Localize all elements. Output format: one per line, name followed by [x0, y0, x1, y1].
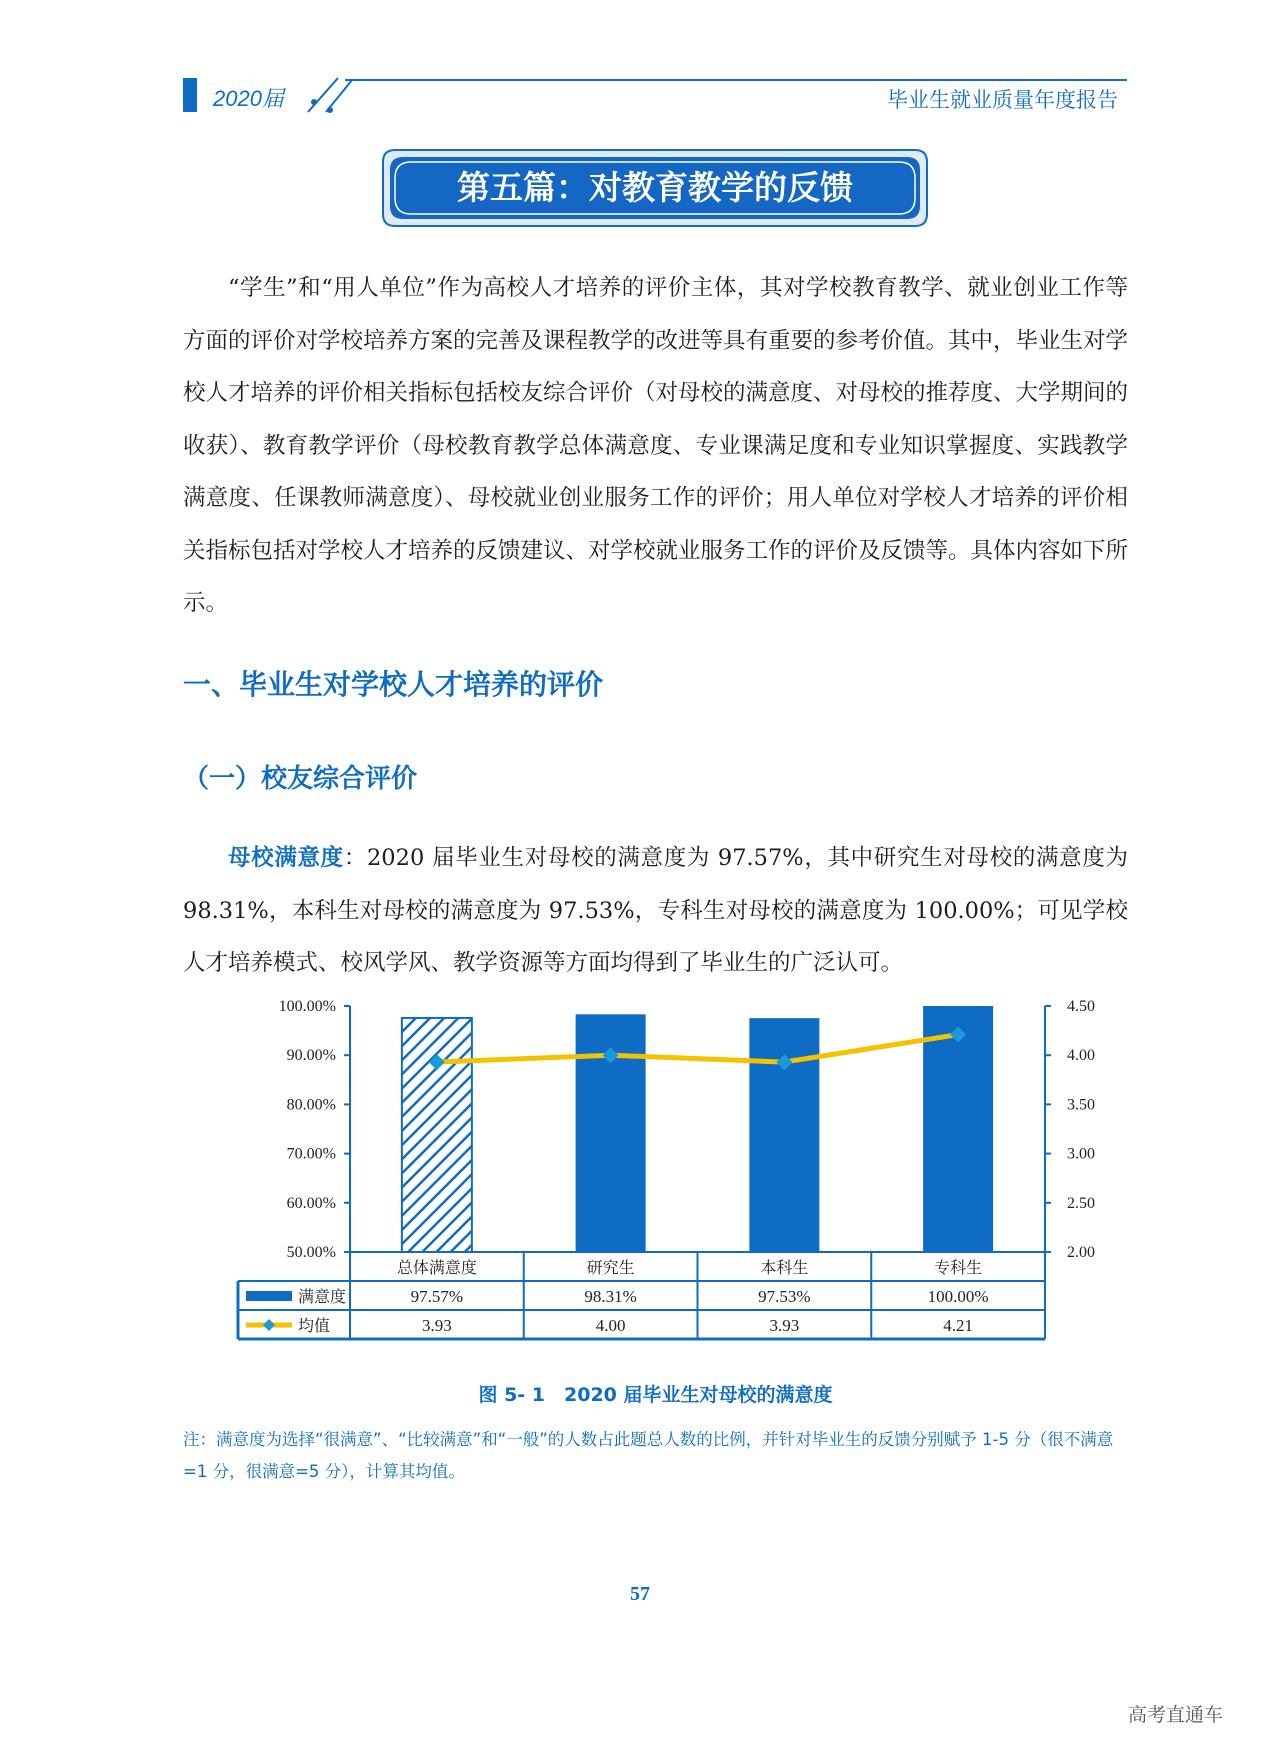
- category-label-3: 专科生: [934, 1258, 983, 1277]
- satisfaction-value-3: 100.00%: [927, 1287, 989, 1306]
- right-tick-label: 3.50: [1067, 1096, 1095, 1114]
- legend-line-marker: [263, 1319, 275, 1331]
- bar-3: [923, 1006, 993, 1252]
- right-tick-label: 4.50: [1067, 998, 1095, 1015]
- section-heading: 一、毕业生对学校人才培养的评价: [183, 668, 604, 701]
- mean-value-0: 3.93: [422, 1316, 452, 1335]
- watermark: 高考直通车: [1128, 1704, 1224, 1726]
- header-accent-bar: [183, 78, 197, 112]
- satisfaction-text: ：2020 届毕业生对母校的满意度为 97.57%，其中研究生对母校的满意度为 98.31%，本科生对母校的满意度为 97.53%，专科生对母校的满意度为 100.00%；可见学校人才培养模式、校风学风、教学资源等方面均得到了毕业生的广泛认可。: [183, 845, 1128, 976]
- satisfaction-value-0: 97.57%: [410, 1287, 464, 1306]
- left-tick-label: 60.00%: [286, 1194, 336, 1212]
- bar-0: [402, 1018, 472, 1252]
- category-label-2: 本科生: [760, 1258, 809, 1277]
- legend-bar-label: 满意度: [298, 1287, 347, 1306]
- subsection-heading: （一）校友综合评价: [183, 764, 418, 794]
- legend-line-label: 均值: [298, 1316, 331, 1335]
- chapter-title: 第五篇：对教育教学的反馈: [457, 168, 853, 207]
- mean-value-2: 3.93: [769, 1316, 800, 1335]
- left-tick-label: 70.00%: [286, 1145, 336, 1163]
- category-label-0: 总体满意度: [396, 1258, 477, 1277]
- intro-paragraph: [183, 262, 1128, 630]
- header-report-title: 毕业生就业质量年度报告: [887, 88, 1118, 112]
- header-year: 2020届: [213, 86, 284, 111]
- right-tick-label: 2.00: [1067, 1244, 1095, 1261]
- satisfaction-paragraph: [183, 832, 1128, 990]
- satisfaction-value-2: 97.53%: [758, 1287, 811, 1306]
- satisfaction-value-1: 98.31%: [584, 1287, 637, 1306]
- page-number: 57: [630, 1583, 650, 1605]
- right-tick-label: 3.00: [1067, 1145, 1095, 1163]
- intro-text: “学生”和“用人单位”作为高校人才培养的评价主体，其对学校教育教学、就业创业工作等方面的评价对学校培养方案的完善及课程教学的改进等具有重要的参考价值。其中，毕业生对学校人才培养的评价相关指标包括校友综合评价（对母校的满意度、对母校的推荐度、大学期间的收获）、教育教学评价（母校教育教学总体满意度、专业课满足度和专业知识掌握度、实践教学满意度、任课教师满意度）、母校就业创业服务工作的评价；用人单位对学校人才培养的评价相关指标包括对学校人才培养的反馈建议、对学校就业服务工作的评价及反馈等。具体内容如下所示。: [183, 275, 1129, 616]
- mean-line: [437, 1035, 958, 1063]
- left-tick-label: 90.00%: [286, 1047, 336, 1065]
- mean-value-1: 4.00: [595, 1316, 626, 1335]
- figure-note: 注：满意度为选择“很满意”、“比较满意”和“一般”的人数占此题总人数的比例，并针对毕业生的反馈分别赋予 1-5 分（很不满意=1 分，很满意=5 分），计算其均值。: [183, 1430, 1114, 1481]
- legend-bar-key: [246, 1291, 292, 1301]
- left-tick-label: 100.00%: [278, 998, 336, 1015]
- bar-2: [749, 1018, 819, 1252]
- satisfaction-chart: [230, 990, 1110, 1370]
- left-tick-label: 80.00%: [286, 1096, 336, 1114]
- category-label-1: 研究生: [586, 1258, 635, 1277]
- mean-value-3: 4.21: [943, 1316, 973, 1335]
- satisfaction-lead: 母校满意度: [228, 845, 344, 871]
- figure-caption: 图 5- 1 2020 届毕业生对母校的满意度: [478, 1384, 833, 1406]
- header-rule: [345, 79, 1127, 81]
- left-tick-label: 50.00%: [286, 1244, 336, 1261]
- right-tick-label: 4.00: [1067, 1047, 1095, 1065]
- right-tick-label: 2.50: [1067, 1194, 1095, 1212]
